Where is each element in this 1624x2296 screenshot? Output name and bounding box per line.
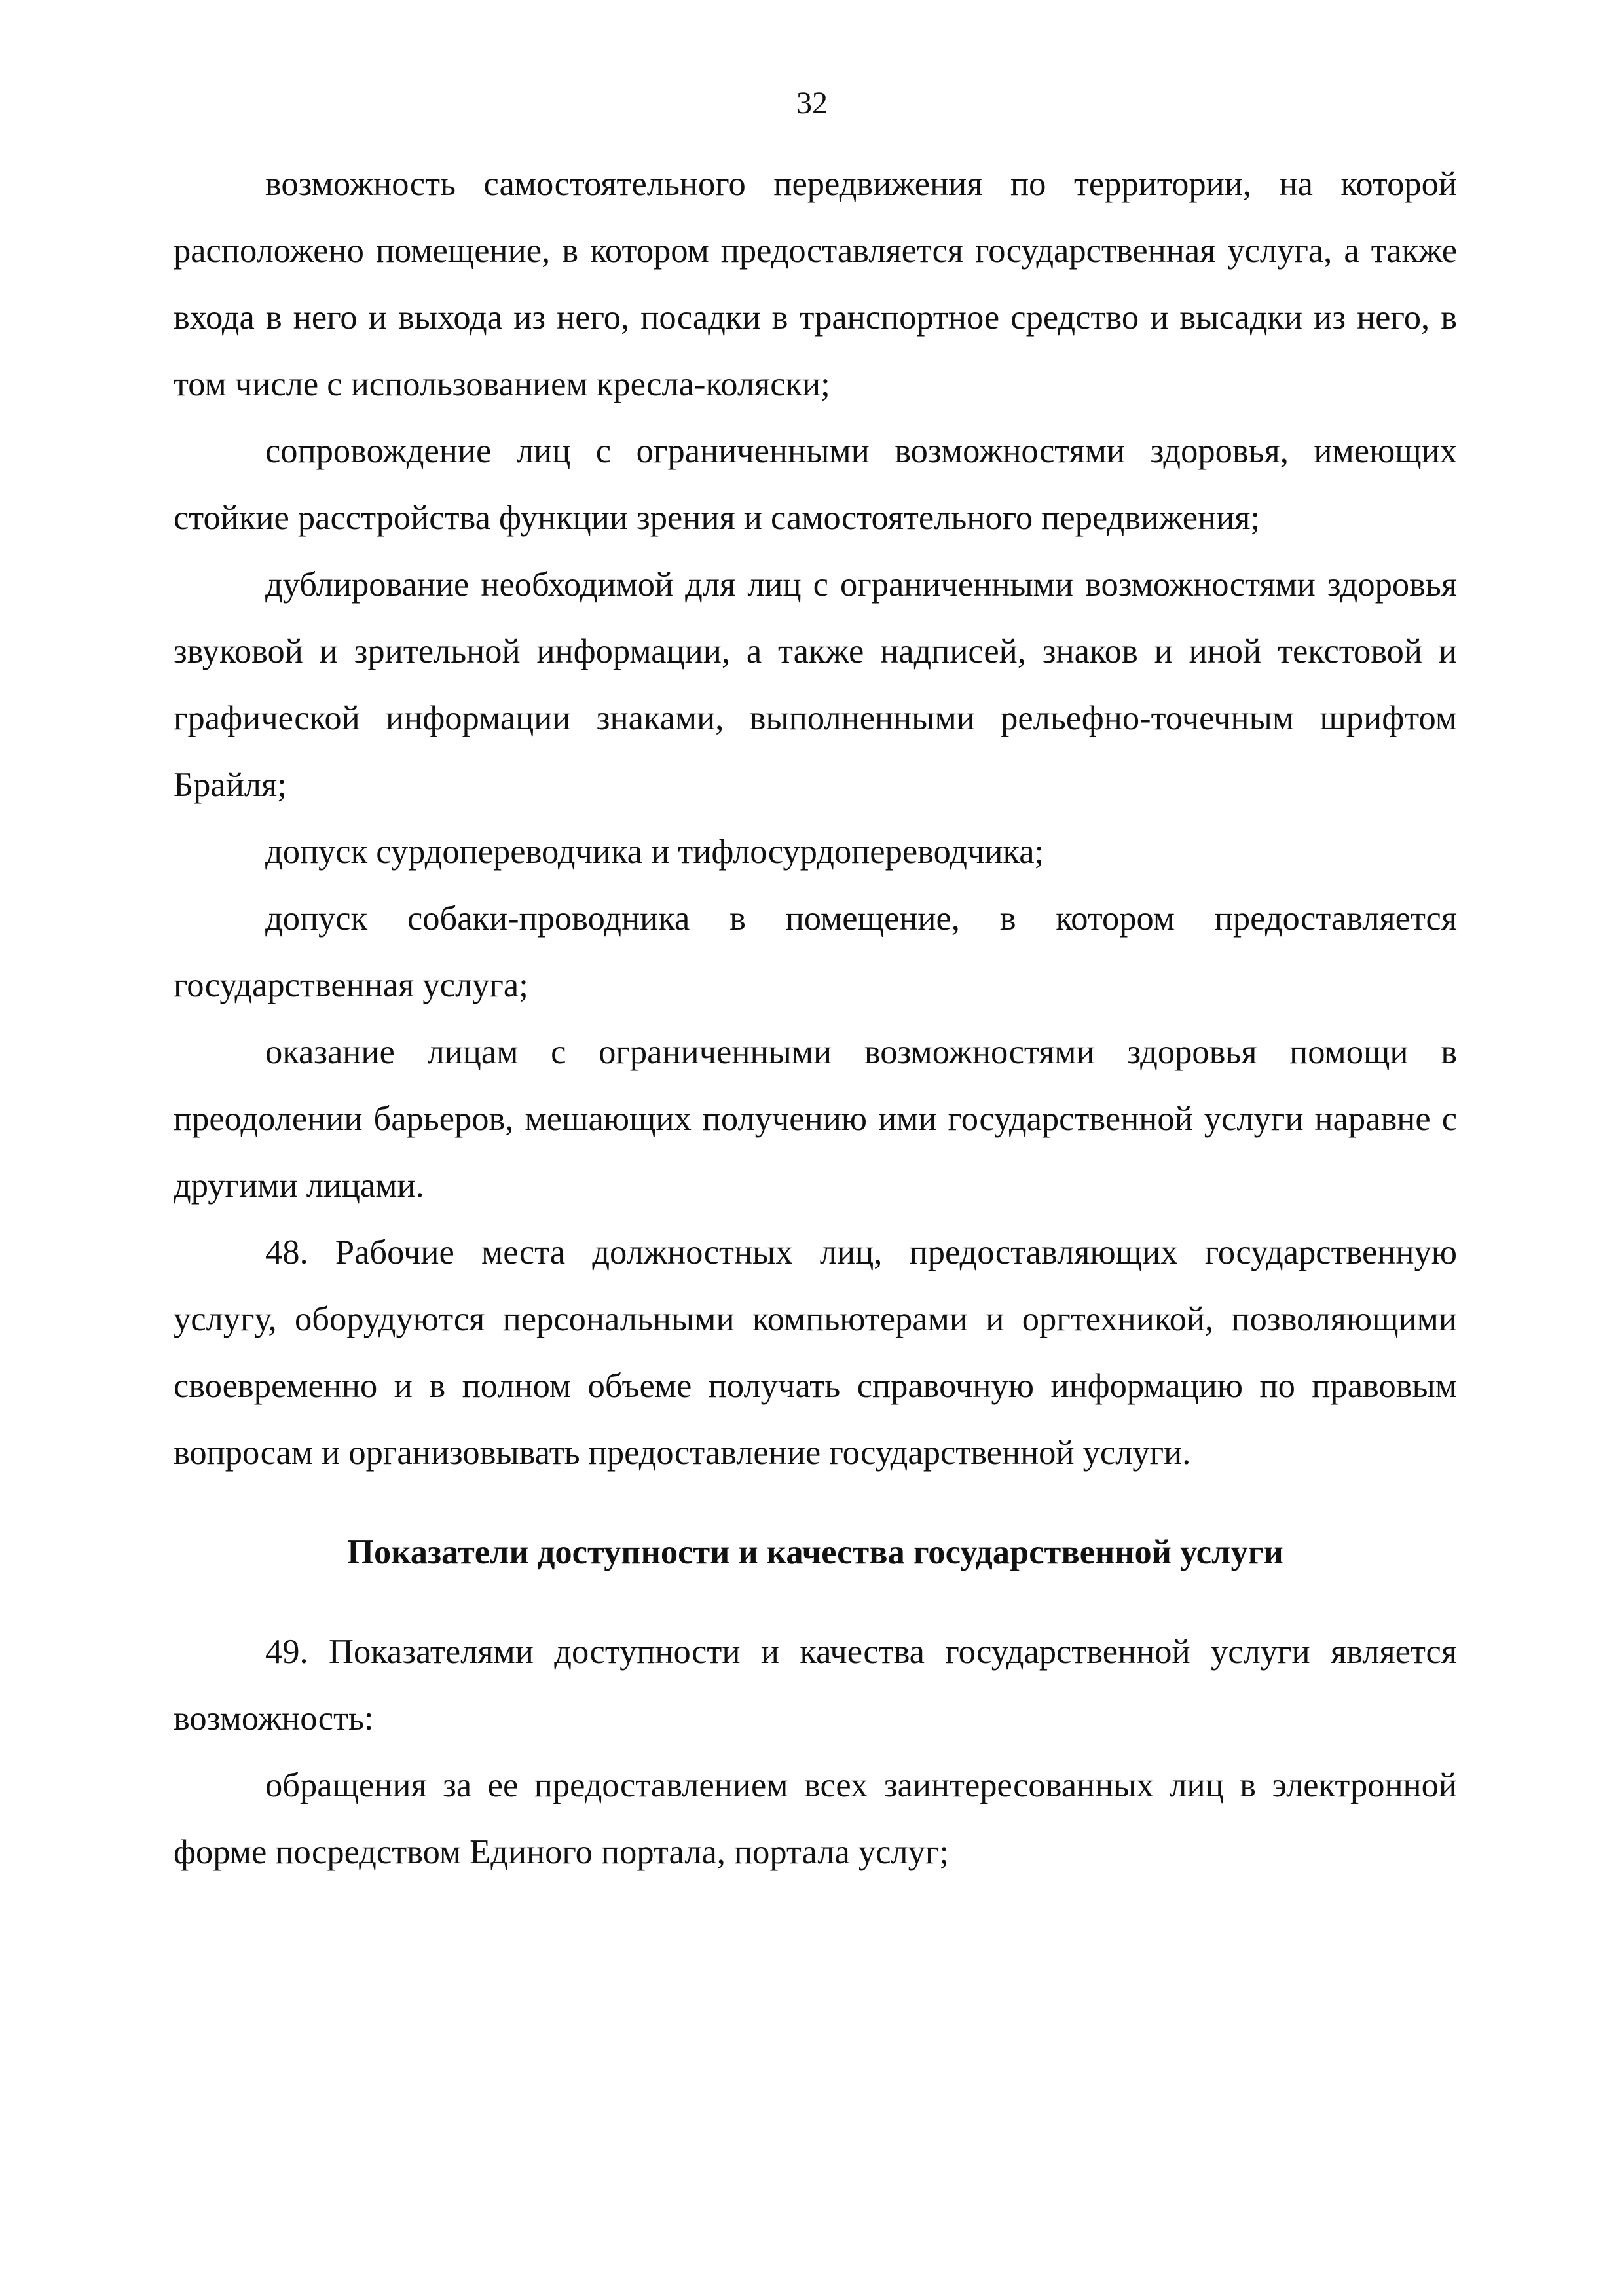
paragraph: сопровождение лиц с ограниченными возможностями здоровья, имеющих стойкие расстройства функции зрения и самостоятельного передвижения; xyxy=(174,432,1457,537)
paragraph-item-48: 48. Рабочие места должностных лиц, предоставляющих государственную услугу, оборудуются персональными компьютерами и оргтехникой, позволяющими своевременно и в полном объеме получать справочную информацию по правовым вопросам и организовывать предоставление государственной услуги. xyxy=(174,1233,1457,1472)
paragraph: обращения за ее предоставлением всех заинтересованных лиц в электронной форме посредством Единого портала, портала услуг; xyxy=(174,1766,1457,1871)
paragraph: допуск собаки-проводника в помещение, в котором предоставляется государственная услуга; xyxy=(174,900,1457,1004)
paragraph-item-49: 49. Показателями доступности и качества государственной услуги является возможность: xyxy=(174,1633,1457,1738)
section-heading: Показатели доступности и качества государственной услуги xyxy=(347,1533,1283,1571)
paragraph: возможность самостоятельного передвижения по территории, на которой расположено помещение, в котором предоставляется государственная услуга, а также входа в него и выхода из него, посадки в транспортное средство и высадки из него, в том числе с использованием кресла-коляски; xyxy=(174,165,1457,403)
document-body xyxy=(174,151,1457,1886)
paragraph: оказание лицам с ограниченными возможностями здоровья помощи в преодолении барьеров, мешающих получению ими государственной услуги наравне с другими лицами. xyxy=(174,1033,1457,1205)
paragraph: дублирование необходимой для лиц с ограниченными возможностями здоровья звуковой и зрительной информации, а также надписей, знаков и иной текстовой и графической информации знаками, выполненными рельефно-точечным шрифтом Брайля; xyxy=(174,566,1457,804)
paragraph: допуск сурдопереводчика и тифлосурдопереводчика; xyxy=(265,833,1044,871)
page-number: 32 xyxy=(796,86,828,120)
